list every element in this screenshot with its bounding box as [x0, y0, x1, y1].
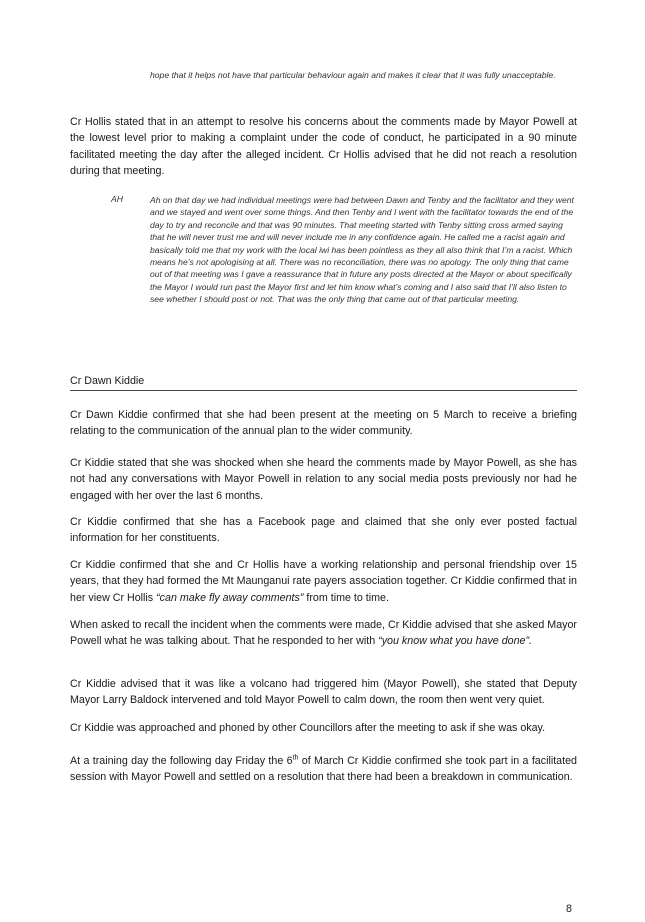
paragraph-kiddie-relationship [70, 557, 577, 606]
paragraph-kiddie-approached: Cr Kiddie was approached and phoned by other Councillors after the meeting to ask if she was okay. [70, 722, 546, 734]
training-sup: th [292, 754, 299, 762]
paragraph-kiddie-volcano: Cr Kiddie advised that it was like a volcano had triggered him (Mayor Powell), she stated that Deputy Mayor Larry Baldock intervened and told Mayor Powell to calm down, the room then went very quiet. [70, 678, 577, 707]
paragraph-kiddie-shocked: Cr Kiddie stated that she was shocked when she heard the comments made by Mayor Powell, as she has not had any conversations with Mayor Powell in relation to any social media posts previously nor had he engaged with her over the last 6 months. [70, 457, 577, 502]
transcript-speaker: AH [111, 194, 123, 204]
training-text-end: of March Cr Kiddie confirmed she took part in a facilitated session with Mayor Powell and settled on a resolution that there had been a breakdown in communication. [70, 755, 577, 784]
section-heading-kiddie: Cr Dawn Kiddie [70, 373, 577, 391]
relationship-quote: “can make fly away comments” [156, 591, 304, 604]
recall-text: When asked to recall the incident when the comments were made, Cr Kiddie advised that she asked Mayor Powell what he was talking about. That he responded to her with [70, 619, 577, 648]
recall-quote: “you know what you have done”. [378, 635, 533, 648]
paragraph-kiddie-recall [70, 617, 577, 650]
page-number: 8 [566, 903, 572, 915]
paragraph-kiddie-training [70, 753, 577, 786]
paragraph-kiddie-briefing: Cr Dawn Kiddie confirmed that she had been present at the meeting on 5 March to receive a briefing relating to the communication of the annual plan to the wider community. [70, 409, 577, 438]
transcript-text: Ah on that day we had individual meetings were had between Dawn and Tenby and the facilitator and they went and we stayed and went over some things. And then Tenby and I went with the facilitator towards the end of the day to try and reconcile and that was 90 minutes. That meeting started with Tenby sitting cross armed saying that he will never trust me and will never include me in any confidence again. He called me a racist again and basically told me that my work with the local iwi has been pointless as they all also think that I’m a racist. Which means he’s not apologising at all. There was no reconciliation, there was no apology. The only thing that came out of that meeting was I gave a reassurance that in future any posts directed at the Mayor or about specifically the Mayor I would run past the Mayor first and let him know what’s coming and I also said that I’ll also listen to see whether I should post or not. That was the only thing that came out of that particular meeting. [150, 195, 574, 305]
paragraph-kiddie-facebook: Cr Kiddie confirmed that she has a Facebook page and claimed that she only ever posted factual information for her constituents. [70, 516, 577, 545]
quote-continuation: hope that it helps not have that particular behaviour again and makes it clear that it was fully unacceptable. [150, 70, 556, 80]
relationship-text: Cr Kiddie confirmed that she and Cr Hollis have a working relationship and personal friendship over 15 years, that they had formed the Mt Maunganui rate payers association together. Cr Kiddie confirmed that in her view Cr Hollis [70, 559, 577, 604]
paragraph-hollis-meeting: Cr Hollis stated that in an attempt to resolve his concerns about the comments made by Mayor Powell at the lowest level prior to making a complaint under the code of conduct, he participated in a 90 minute facilitated meeting the day after the alleged incident. Cr Hollis advised that he did not reach a resolution during that meeting. [70, 116, 577, 177]
training-text: At a training day the following day Friday the 6 [70, 755, 293, 767]
relationship-text-end: from time to time. [303, 591, 389, 604]
